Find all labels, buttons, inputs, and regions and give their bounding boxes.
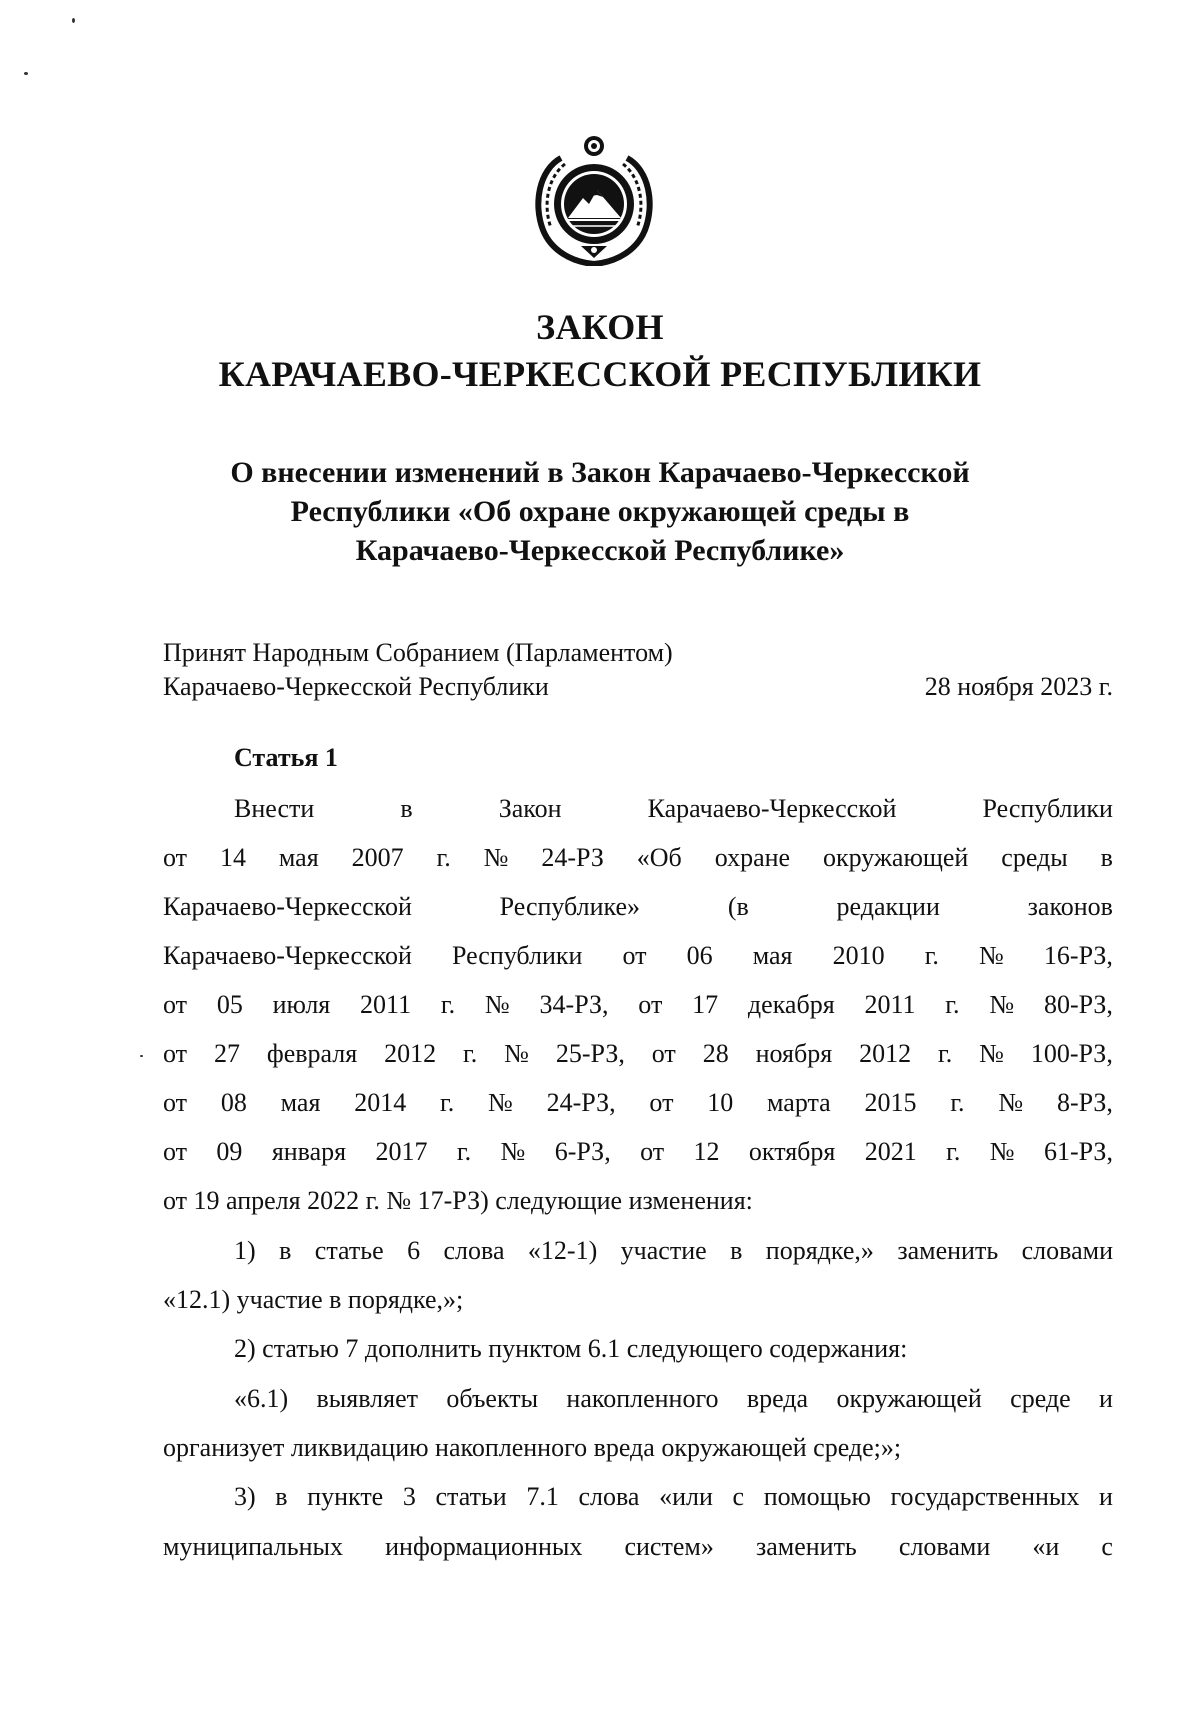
article-word: (в — [727, 892, 749, 921]
article-word: октября — [748, 1137, 836, 1166]
article-word: 3 — [402, 1482, 416, 1511]
article-word: Карачаево-Черкесской — [163, 941, 412, 970]
article-word: 12 — [693, 1137, 720, 1166]
article-word: 27 — [213, 1039, 240, 1068]
article-word: накопленного — [566, 1384, 719, 1413]
article-word: от — [163, 843, 188, 872]
article-word: государственных — [890, 1482, 1080, 1511]
article-word: помощью — [763, 1482, 871, 1511]
article-word: слова — [578, 1482, 640, 1511]
article-word: от — [640, 1137, 665, 1166]
article-text-line — [163, 793, 1113, 825]
article-word: 24-РЗ, — [546, 1088, 616, 1117]
article-word: 2011 — [864, 990, 916, 1019]
article-word: охране — [714, 843, 791, 872]
article-word: 2015 — [864, 1088, 917, 1117]
article-word: от — [622, 941, 647, 970]
article-word: объекты — [446, 1384, 539, 1413]
article-word: 16-РЗ, — [1043, 941, 1113, 970]
article-word: № — [989, 1137, 1015, 1166]
article-word: № — [989, 990, 1015, 1019]
article-word: 2012 — [859, 1039, 912, 1068]
scan-speck — [24, 72, 28, 75]
article-text-line — [163, 842, 1113, 874]
article-word: от — [638, 990, 663, 1019]
document-title: ЗАКОН — [536, 307, 664, 347]
article-word: участие — [620, 1236, 707, 1265]
article-word: «12-1) — [527, 1236, 598, 1265]
article-word: № — [483, 843, 509, 872]
article-word: от — [649, 1088, 674, 1117]
article-word: и — [1099, 1384, 1113, 1413]
article-word: г. — [946, 1137, 961, 1166]
article-word: окружающей — [836, 1384, 982, 1413]
article-word: Республике» — [499, 892, 641, 921]
article-word: в — [279, 1236, 292, 1265]
article-text-line — [163, 1087, 1113, 1119]
article-word: в — [730, 1236, 743, 1265]
article-word: ноября — [755, 1039, 833, 1068]
article-word: № — [504, 1039, 529, 1068]
article-word: Закон — [498, 794, 562, 823]
coat-of-arms-emblem — [531, 134, 657, 266]
article-text-line — [163, 1481, 1113, 1513]
article-word: от — [163, 1137, 188, 1166]
article-word: редакции — [836, 892, 940, 921]
article-word: слова — [443, 1236, 505, 1265]
article-word: 10 — [707, 1088, 734, 1117]
article-word: 05 — [216, 990, 243, 1019]
adoption-statement-line-2 — [163, 671, 1113, 703]
article-word: в — [400, 794, 413, 823]
article-word: Республики — [451, 941, 583, 970]
article-word: пункте — [307, 1482, 384, 1511]
article-word: г. — [463, 1039, 478, 1068]
article-word: в — [275, 1482, 288, 1511]
article-word: № — [979, 941, 1004, 970]
article-word: г. — [440, 1088, 455, 1117]
article-word: систем» — [624, 1532, 714, 1561]
article-text-line: организует ликвидацию накопленного вреда окружающей среде;»; — [163, 1433, 902, 1462]
article-word: муниципальных — [163, 1532, 344, 1561]
article-word: Внести — [234, 794, 315, 823]
article-word: 3) — [234, 1482, 256, 1511]
article-word: г. — [950, 1088, 965, 1117]
article-word: статьи — [435, 1482, 507, 1511]
article-text-line — [163, 989, 1113, 1021]
article-word: среды — [1001, 843, 1068, 872]
article-word: Карачаево-Черкесской — [163, 892, 412, 921]
article-word: среде — [1010, 1384, 1071, 1413]
article-word: мая — [752, 941, 793, 970]
article-word: декабря — [747, 990, 835, 1019]
article-word: мая — [280, 1088, 321, 1117]
article-word: 17 — [692, 990, 719, 1019]
article-word: 34-РЗ, — [539, 990, 609, 1019]
article-word: статье — [314, 1236, 384, 1265]
article-word: 2021 — [864, 1137, 917, 1166]
article-text-line — [163, 1235, 1113, 1267]
article-word: 2011 — [360, 990, 412, 1019]
article-word: июля — [272, 990, 331, 1019]
article-word: 2014 — [354, 1088, 407, 1117]
article-word: 61-РЗ, — [1043, 1137, 1113, 1166]
article-text-line — [163, 891, 1113, 923]
article-word: 80-РЗ, — [1043, 990, 1113, 1019]
article-word: информационных — [385, 1532, 583, 1561]
article-word: 6 — [407, 1236, 421, 1265]
article-word: «или — [659, 1482, 713, 1511]
article-word: № — [488, 1088, 513, 1117]
article-word: г. — [456, 1137, 472, 1166]
scan-speck — [140, 1055, 143, 1057]
article-text-line — [163, 1383, 1113, 1415]
article-word: 6-РЗ, — [554, 1137, 611, 1166]
article-word: 08 — [220, 1088, 247, 1117]
article-word: порядке,» — [765, 1236, 874, 1265]
article-word: 2017 — [375, 1137, 428, 1166]
article-word: с — [732, 1482, 745, 1511]
article-heading: Статья 1 — [234, 743, 338, 772]
article-word: «Об — [636, 843, 682, 872]
article-word: № — [998, 1088, 1024, 1117]
law-subject-line-3: Карачаево-Черкесской Республике» — [355, 534, 845, 567]
adoption-statement-line-1: Принят Народным Собранием (Парламентом) — [163, 638, 673, 667]
article-word: Республики — [982, 794, 1113, 823]
article-word: словами — [1021, 1236, 1113, 1265]
article-word: 2012 — [384, 1039, 437, 1068]
article-word: выявляет — [316, 1384, 419, 1413]
article-word: «и — [1032, 1532, 1060, 1561]
document-title-republic: КАРАЧАЕВО-ЧЕРКЕССКОЙ РЕСПУБЛИКИ — [218, 354, 982, 394]
article-word: заменить — [755, 1532, 857, 1561]
article-word: и — [1099, 1482, 1113, 1511]
article-word: февраля — [266, 1039, 358, 1068]
article-word: № — [484, 990, 510, 1019]
article-word: г. — [440, 990, 456, 1019]
article-word: законов — [1027, 892, 1113, 921]
article-text-line: «12.1) участие в порядке,»; — [163, 1285, 464, 1314]
article-word: 24-РЗ — [541, 843, 604, 872]
article-word: 2010 — [832, 941, 885, 970]
article-word: г. — [945, 990, 960, 1019]
adoption-date: 28 ноября 2023 г. — [924, 672, 1113, 701]
article-word: 09 — [216, 1137, 243, 1166]
article-text-line — [163, 1038, 1113, 1070]
article-word: мая — [278, 843, 319, 872]
article-word: № — [500, 1137, 526, 1166]
law-subject-line-1: О внесении изменений в Закон Карачаево-Черкесской — [230, 456, 970, 489]
article-word: с — [1101, 1532, 1113, 1561]
article-word: 14 — [219, 843, 246, 872]
article-word: заменить — [897, 1236, 999, 1265]
article-word: от — [651, 1039, 676, 1068]
article-word: от — [163, 1088, 188, 1117]
article-word: 06 — [686, 941, 713, 970]
article-word: марта — [767, 1088, 831, 1117]
article-word: № — [979, 1039, 1004, 1068]
article-word: г. — [924, 941, 939, 970]
article-word: 100-РЗ, — [1030, 1039, 1113, 1068]
article-text-line: 2) статью 7 дополнить пунктом 6.1 следующего содержания: — [234, 1334, 908, 1363]
article-word: 2007 — [351, 843, 404, 872]
article-word: г. — [938, 1039, 953, 1068]
article-word: 1) — [234, 1236, 256, 1265]
article-word: в — [1100, 843, 1113, 872]
article-text-line — [163, 940, 1113, 972]
article-word: вреда — [746, 1384, 809, 1413]
article-word: «6.1) — [234, 1384, 289, 1413]
article-word: 7.1 — [526, 1482, 559, 1511]
article-word: 25-РЗ, — [555, 1039, 625, 1068]
article-text-line: от 19 апреля 2022 г. № 17-РЗ) следующие изменения: — [163, 1186, 753, 1215]
article-text-line — [163, 1136, 1113, 1168]
article-word: 28 — [702, 1039, 729, 1068]
adoption-body: Карачаево-Черкесской Республики — [163, 672, 549, 701]
article-word: г. — [436, 843, 451, 872]
article-word: января — [271, 1137, 347, 1166]
article-word: 8-РЗ, — [1056, 1088, 1113, 1117]
article-word: Карачаево-Черкесской — [647, 794, 897, 823]
article-word: от — [163, 1039, 188, 1068]
article-word: окружающей — [823, 843, 969, 872]
scan-speck — [72, 18, 75, 23]
article-word: от — [163, 990, 188, 1019]
law-subject-line-2: Республики «Об охране окружающей среды в — [290, 495, 910, 528]
article-text-line — [163, 1531, 1113, 1563]
article-word: словами — [898, 1532, 991, 1561]
